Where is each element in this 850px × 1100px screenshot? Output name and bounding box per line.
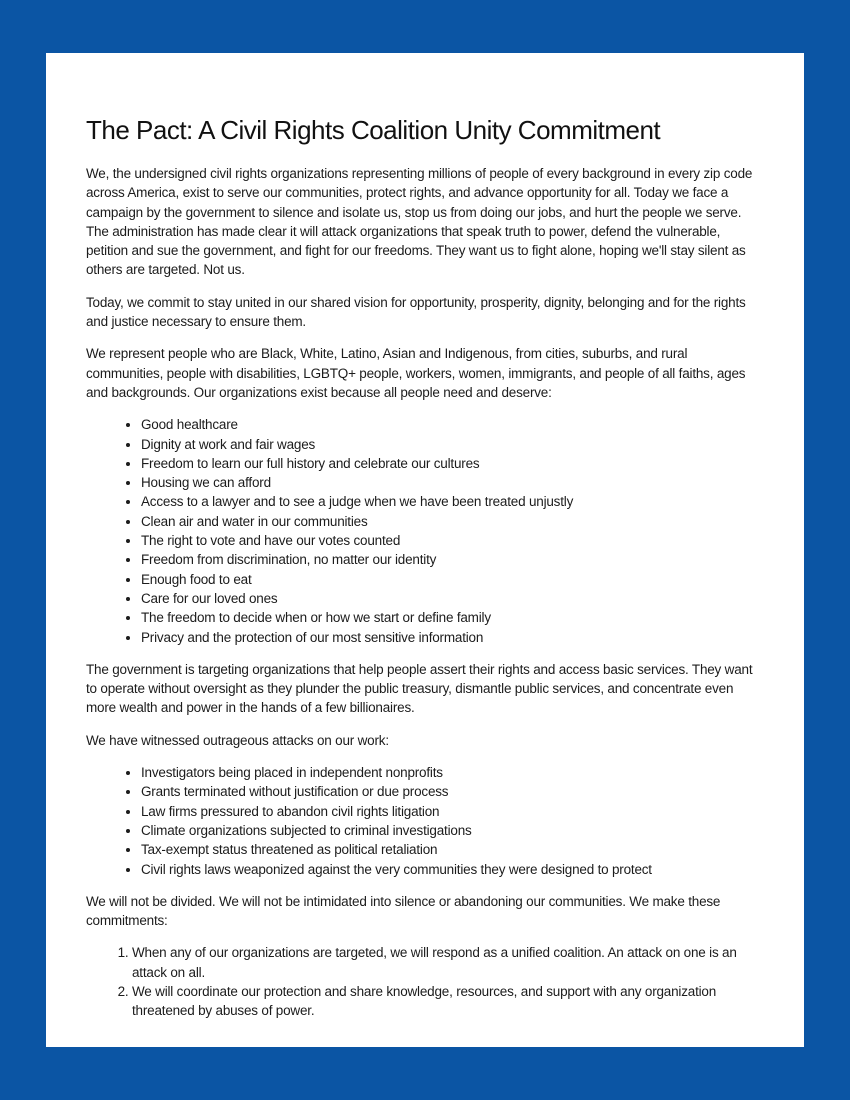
attacks-list: [86, 763, 764, 879]
list-item: 1. When any of our organizations are targeted, we will respond as a unified coalition. An attack on one is an attack on all.: [132, 943, 764, 982]
list-item: • Civil rights laws weaponized against the very communities they were designed to protect: [141, 860, 764, 879]
document-title: The Pact: A Civil Rights Coalition Unity Commitment: [86, 115, 661, 145]
paragraph-represent: We represent people who are Black, White, Latino, Asian and Indigenous, from cities, suburbs, and rural communities, people with disabilities, LGBTQ+ people, workers, women, immigrants, and people of all faiths, ages and backgrounds. Our organizations exist because all people need and deserve:: [86, 346, 746, 400]
list-item: • Access to a lawyer and to see a judge when we have been treated unjustly: [141, 492, 764, 511]
paragraph-commitments-intro: We will not be divided. We will not be intimidated into silence or abandoning our communities. We make these commitments:: [86, 893, 721, 929]
commitments-list: [86, 943, 764, 1020]
list-item: • The freedom to decide when or how we start or define family: [141, 608, 764, 627]
list-item: • The right to vote and have our votes counted: [141, 531, 764, 550]
list-item: • Investigators being placed in independent nonprofits: [141, 763, 764, 782]
paragraph-attacks-intro: We have witnessed outrageous attacks on our work:: [86, 732, 389, 748]
list-item: • Housing we can afford: [141, 473, 764, 492]
needs-list: [86, 415, 764, 647]
list-item: • Climate organizations subjected to criminal investigations: [141, 821, 764, 840]
paragraph-intro: We, the undersigned civil rights organizations representing millions of people of every background in every zip code across America, exist to serve our communities, protect rights, and advance opportunity for all. Today we face a campaign by the government to silence and isolate us, stop us from doing our jobs, and hurt the people we serve. The administration has made clear it will attack organizations that speak truth to power, defend the vulnerable, petition and sue the government, and fight for our freedoms. They want us to fight alone, hoping we'll stay silent as others are targeted. Not us.: [86, 166, 753, 278]
list-item: • Dignity at work and fair wages: [141, 435, 764, 454]
paragraph-targeting: The government is targeting organizations that help people assert their rights and access basic services. They want to operate without oversight as they plunder the public treasury, dismantle public services, and concentrate even more wealth and power in the hands of a few billionaires.: [86, 661, 753, 716]
list-item: • Clean air and water in our communities: [141, 512, 764, 531]
document-body: [86, 164, 764, 1021]
list-item: • Freedom to learn our full history and celebrate our cultures: [141, 454, 764, 473]
list-item: 2. We will coordinate our protection and share knowledge, resources, and support with any organization threatened by abuses of power.: [132, 982, 764, 1021]
list-item: • Tax-exempt status threatened as political retaliation: [141, 840, 764, 859]
list-item: • Law firms pressured to abandon civil rights litigation: [141, 802, 764, 821]
list-item: • Grants terminated without justification or due process: [141, 782, 764, 801]
paragraph-unity: Today, we commit to stay united in our shared vision for opportunity, prosperity, dignity, belonging and for the rights and justice necessary to ensure them.: [86, 294, 746, 330]
list-item: • Privacy and the protection of our most sensitive information: [141, 628, 764, 647]
list-item: • Freedom from discrimination, no matter our identity: [141, 550, 764, 569]
list-item: • Enough food to eat: [141, 570, 764, 589]
list-item: • Good healthcare: [141, 415, 764, 434]
list-item: • Care for our loved ones: [141, 589, 764, 608]
document-page: [46, 53, 804, 1047]
